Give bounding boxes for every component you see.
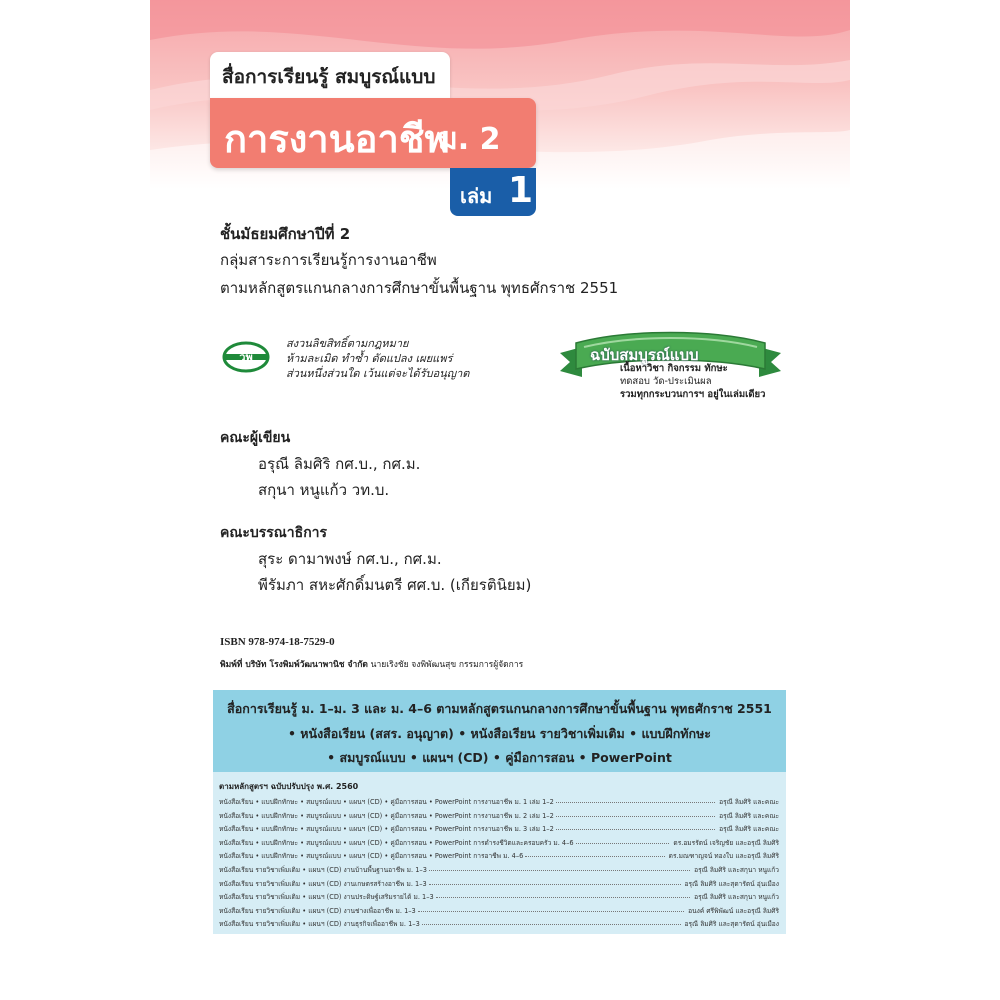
- curriculum-line: ตามหลักสูตรแกนกลางการศึกษาขั้นพื้นฐาน พุทธศักราช 2551: [220, 279, 619, 297]
- dot-leader: [429, 870, 690, 871]
- catalog-row: [219, 835, 779, 849]
- catalog-row: [219, 808, 779, 822]
- catalog-row-authors: อรุณี ลิมศิริ และสกุนา หนูแก้ว: [694, 865, 779, 874]
- printer-line: [220, 657, 523, 671]
- cover-subtitle: สื่อการเรียนรู้ สมบูรณ์แบบ: [222, 66, 436, 88]
- catalog-row: [219, 889, 779, 903]
- catalog-row-title: หนังสือเรียน รายวิชาเพิ่มเติม • แผนฯ (CD) งานเกษตรสร้างอาชีพ ม. 1–3: [219, 879, 427, 888]
- dot-leader: [418, 911, 684, 912]
- copyright-line: สงวนลิขสิทธิ์ตามกฎหมาย: [286, 337, 409, 350]
- dot-leader: [556, 829, 715, 830]
- catalog-row-title: หนังสือเรียน รายวิชาเพิ่มเติม • แผนฯ (CD) งานประดิษฐ์เสริมรายได้ ม. 1–3: [219, 893, 434, 902]
- editor-name: พีรัมภา สหะศักดิ์มนตรี ศศ.บ. (เกียรตินิยม): [258, 576, 532, 594]
- catalog-header-line: สื่อการเรียนรู้ ม. 1–ม. 3 และ ม. 4–6 ตามหลักสูตรแกนกลางการศึกษาขั้นพื้นฐาน พุทธศักราช 2551: [227, 701, 772, 716]
- copyright-line: ห้ามละเมิด ทำซ้ำ ดัดแปลง เผยแพร่: [286, 352, 453, 365]
- dot-leader: [525, 856, 665, 857]
- catalog-row: [219, 903, 779, 917]
- title-band: [210, 98, 536, 168]
- catalog-row: [219, 876, 779, 890]
- volume-number: 1: [508, 170, 534, 211]
- catalog-row-title: หนังสือเรียน • แบบฝึกทักษะ • สมบูรณ์แบบ • แผนฯ (CD) • คู่มือการสอน • PowerPoint การดำรงชีวิตและครอบครัว ม. 4–6: [219, 838, 574, 847]
- cover-title: การงานอาชีพ: [224, 117, 450, 161]
- isbn: ISBN 978-974-18-7529-0: [220, 636, 335, 648]
- dot-leader: [556, 802, 715, 803]
- author-name: สกุนา หนูแก้ว วท.บ.: [258, 481, 390, 499]
- book-page: [150, 0, 850, 1000]
- catalog-row-title: หนังสือเรียน • แบบฝึกทักษะ • สมบูรณ์แบบ • แผนฯ (CD) • คู่มือการสอน • PowerPoint การอาชีพ ม. 4–6: [219, 852, 524, 861]
- badge-ribbon-text: ฉบับสมบูรณ์แบบ: [590, 346, 699, 364]
- dot-leader: [556, 816, 715, 817]
- catalog-row-authors: อรุณี ลิมศิริ และสุดารัตน์ อุ่นเมือง: [684, 879, 779, 888]
- badge-line: เนื้อหาวิชา กิจกรรม ทักษะ: [620, 363, 728, 374]
- catalog-row-authors: อรุณี ลิมศิริ และคณะ: [719, 825, 779, 834]
- printer-name: พิมพ์ที่ บริษัท โรงพิมพ์วัฒนาพานิช จำกัด: [220, 660, 368, 670]
- catalog-header-line: • หนังสือเรียน (สสร. อนุญาต) • หนังสือเรียน รายวิชาเพิ่มเติม • แบบฝึกทักษะ: [287, 726, 712, 741]
- dot-leader: [576, 843, 669, 844]
- badge-description: [620, 362, 765, 401]
- dot-leader: [436, 897, 690, 898]
- catalog-row-title: หนังสือเรียน รายวิชาเพิ่มเติม • แผนฯ (CD) งานช่างเพื่ออาชีพ ม. 1–3: [219, 906, 416, 915]
- catalog-row-title: หนังสือเรียน รายวิชาเพิ่มเติม • แผนฯ (CD) งานธุรกิจเพื่ออาชีพ ม. 1–3: [219, 920, 420, 929]
- publisher-logo-text: วพ: [239, 351, 253, 364]
- dot-leader: [429, 884, 681, 885]
- catalog-row-title: หนังสือเรียน • แบบฝึกทักษะ • สมบูรณ์แบบ • แผนฯ (CD) • คู่มือการสอน • PowerPoint การงานอาชีพ ม. 3 เล่ม 1–2: [219, 825, 554, 834]
- catalog-row-title: หนังสือเรียน รายวิชาเพิ่มเติม • แผนฯ (CD) งานบ้านพื้นฐานอาชีพ ม. 1–3: [219, 865, 427, 874]
- series-note: ตามหลักสูตรฯ ฉบับปรับปรุง พ.ศ. 2560: [219, 782, 359, 791]
- catalog-row: [219, 821, 779, 835]
- volume-tab: [450, 168, 536, 216]
- author-name: อรุณี ลิมศิริ กศ.บ., กศ.ม.: [258, 455, 421, 473]
- copyright-line: ส่วนหนึ่งส่วนใด เว้นแต่จะได้รับอนุญาต: [286, 367, 470, 380]
- volume-label: เล่ม: [460, 184, 493, 208]
- catalog-row-title: หนังสือเรียน • แบบฝึกทักษะ • สมบูรณ์แบบ • แผนฯ (CD) • คู่มือการสอน • PowerPoint การงานอาชีพ ม. 2 เล่ม 1–2: [219, 811, 554, 820]
- grade-level: ชั้นมัธยมศึกษาปีที่ 2: [220, 225, 351, 243]
- authors-heading: คณะผู้เขียน: [220, 430, 291, 446]
- editors-heading: คณะบรรณาธิการ: [220, 525, 328, 541]
- catalog-header-line: • สมบูรณ์แบบ • แผนฯ (CD) • คู่มือการสอน • PowerPoint: [327, 750, 672, 765]
- catalog-row: [219, 916, 779, 930]
- catalog-row: [219, 794, 779, 808]
- subtitle-card: [210, 52, 450, 98]
- catalog-row-authors: อรุณี ลิมศิริ และสุดารัตน์ อุ่นเมือง: [684, 920, 779, 929]
- catalog-row: [219, 848, 779, 862]
- catalog-row-title: หนังสือเรียน • แบบฝึกทักษะ • สมบูรณ์แบบ • แผนฯ (CD) • คู่มือการสอน • PowerPoint การงานอาชีพ ม. 1 เล่ม 1–2: [219, 798, 554, 806]
- cover-grade: ม. 2: [438, 122, 501, 157]
- catalog-list: [219, 794, 779, 930]
- editor-name: สุระ ดามาพงษ์ กศ.บ., กศ.ม.: [258, 550, 442, 568]
- catalog-row-authors: ดร.อมรรัตน์ เจริญชัย และอรุณี ลิมศิริ: [673, 838, 779, 847]
- publisher-logo: [222, 340, 270, 374]
- subject-group: กลุ่มสาระการเรียนรู้การงานอาชีพ: [220, 251, 437, 269]
- catalog-row-authors: อรุณี ลิมศิริ และคณะ: [719, 811, 779, 820]
- catalog-row-authors: ดร.มณฑาญจน์ ทองใบ และอรุณี ลิมศิริ: [668, 852, 779, 861]
- catalog-header: [213, 690, 786, 772]
- badge-line: ทดสอบ วัด-ประเมินผล: [620, 376, 712, 387]
- catalog-row: [219, 862, 779, 876]
- badge-line: รวมทุกกระบวนการฯ อยู่ในเล่มเดียว: [620, 389, 766, 400]
- printer-manager: นายเริงชัย จงพิพัฒนสุข กรรมการผู้จัดการ: [367, 660, 524, 670]
- catalog-box: [213, 690, 786, 934]
- dot-leader: [422, 924, 681, 925]
- catalog-row-authors: อรุณี ลิมศิริ และสกุนา หนูแก้ว: [694, 893, 779, 902]
- copyright-notice: [286, 336, 469, 381]
- catalog-row-authors: อนงค์ ศรีพิพัฒน์ และอรุณี ลิมศิริ: [688, 906, 779, 915]
- catalog-row-authors: อรุณี ลิมศิริ และคณะ: [719, 798, 779, 806]
